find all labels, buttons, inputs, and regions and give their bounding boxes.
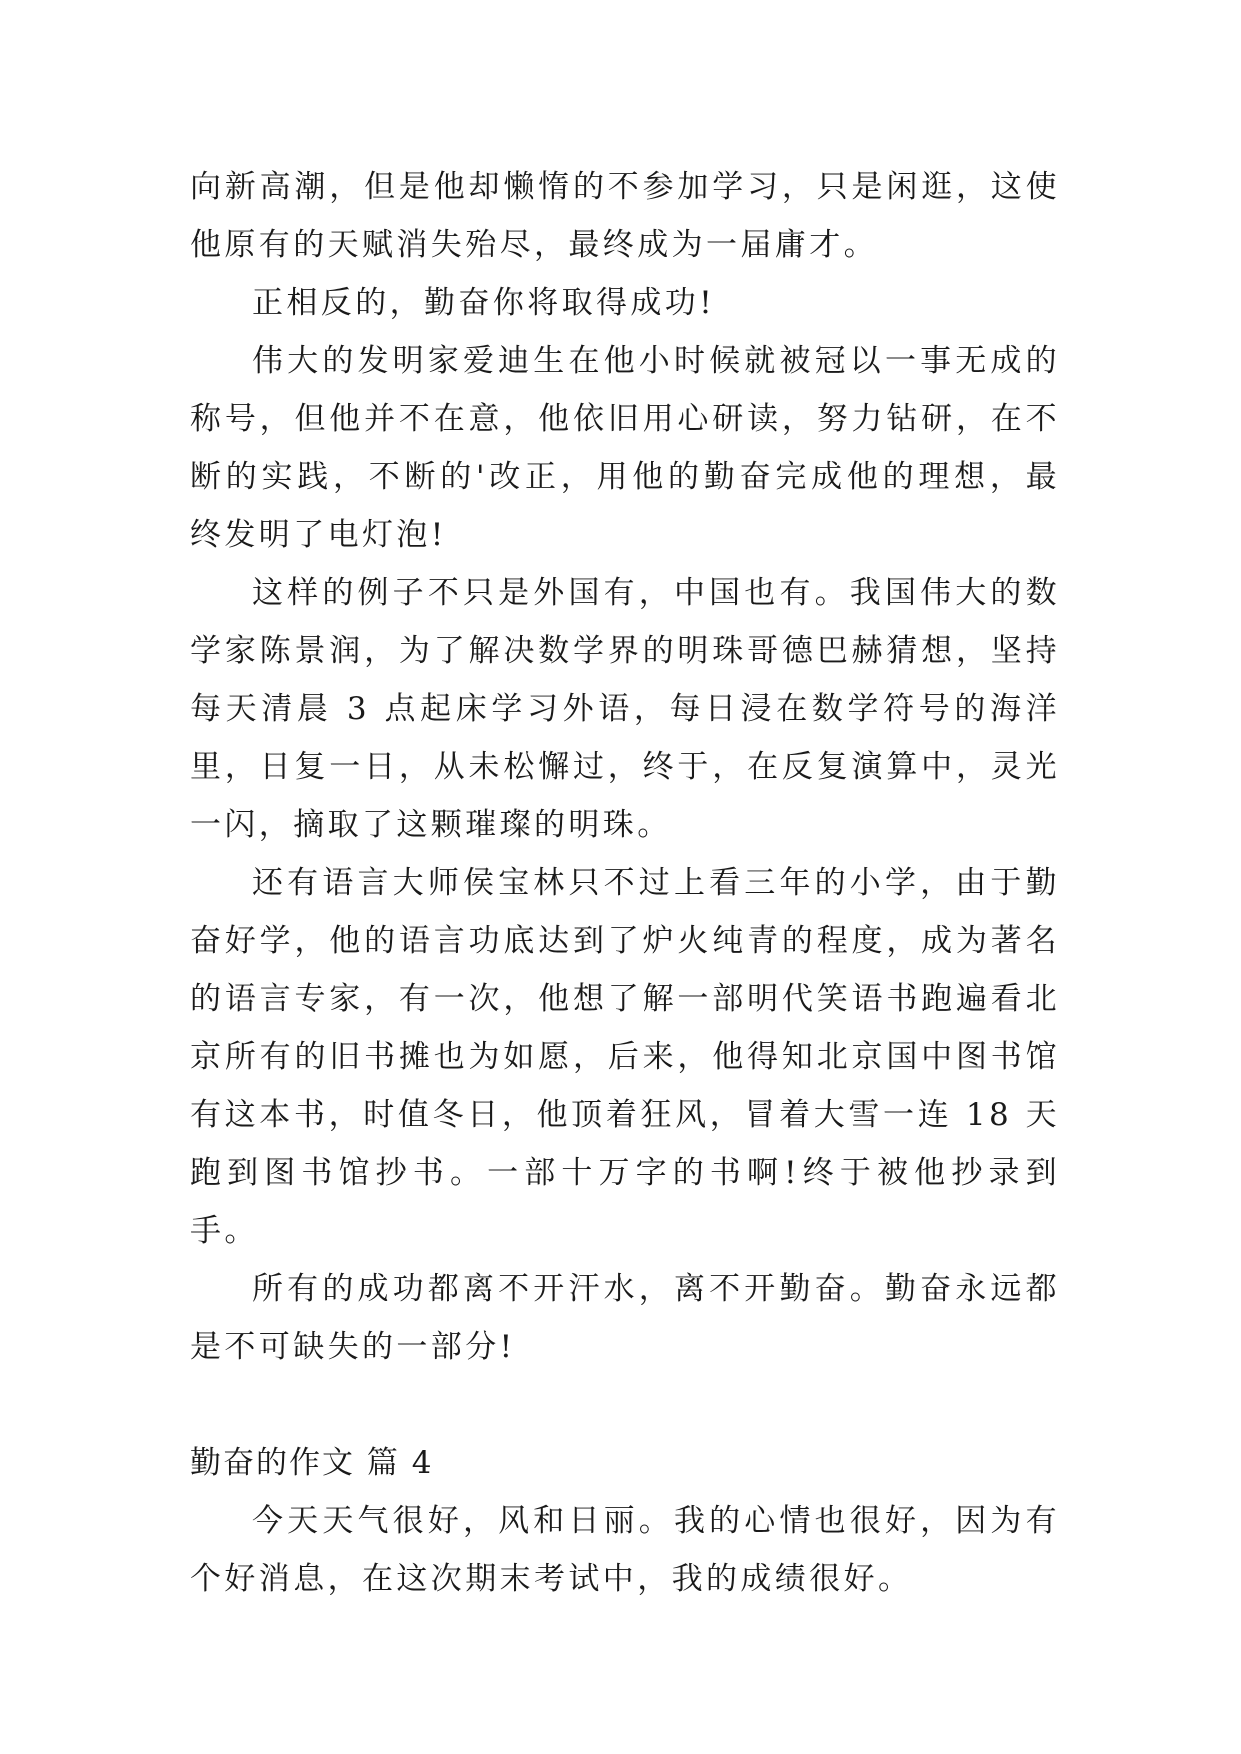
paragraph: 伟大的发明家爱迪生在他小时候就被冠以一事无成的称号，但他并不在意，他依旧用心研读，努力钻研，在不断的实践，不断的'改正，用他的勤奋完成他的理想，最终发明了电灯泡! <box>190 343 1060 553</box>
paragraph-continuation: 向新高潮，但是他却懒惰的不参加学习，只是闲逛，这使他原有的天赋消失殆尽，最终成为一届庸才。 <box>190 169 1060 263</box>
paragraph: 还有语言大师侯宝林只不过上看三年的小学，由于勤奋好学，他的语言功底达到了炉火纯青的程度，成为著名的语言专家，有一次，他想了解一部明代笑语书跑遍看北京所有的旧书摊也为如愿，后来，他得知北京国中图书馆有这本书，时值冬日，他顶着狂风，冒着大雪一连 18 天跑到图书馆抄书。一部十万字的书啊!终于被他抄录到手。 <box>190 865 1060 1249</box>
paragraph: 这样的例子不只是外国有，中国也有。我国伟大的数学家陈景润，为了解决数学界的明珠哥德巴赫猜想，坚持每天清晨 3 点起床学习外语，每日浸在数学符号的海洋里，日复一日，从未松懈过，终于，在反复演算中，灵光一闪，摘取了这颗璀璨的明珠。 <box>190 575 1060 843</box>
paragraph: 所有的成功都离不开汗水，离不开勤奋。勤奋永远都是不可缺失的一部分! <box>190 1271 1060 1365</box>
section-title: 勤奋的作文 篇 4 <box>190 1445 434 1481</box>
paragraph: 今天天气很好，风和日丽。我的心情也很好，因为有个好消息，在这次期末考试中，我的成绩很好。 <box>190 1503 1060 1597</box>
paragraph: 正相反的，勤奋你将取得成功! <box>252 285 716 321</box>
document-body <box>190 158 1060 1608</box>
